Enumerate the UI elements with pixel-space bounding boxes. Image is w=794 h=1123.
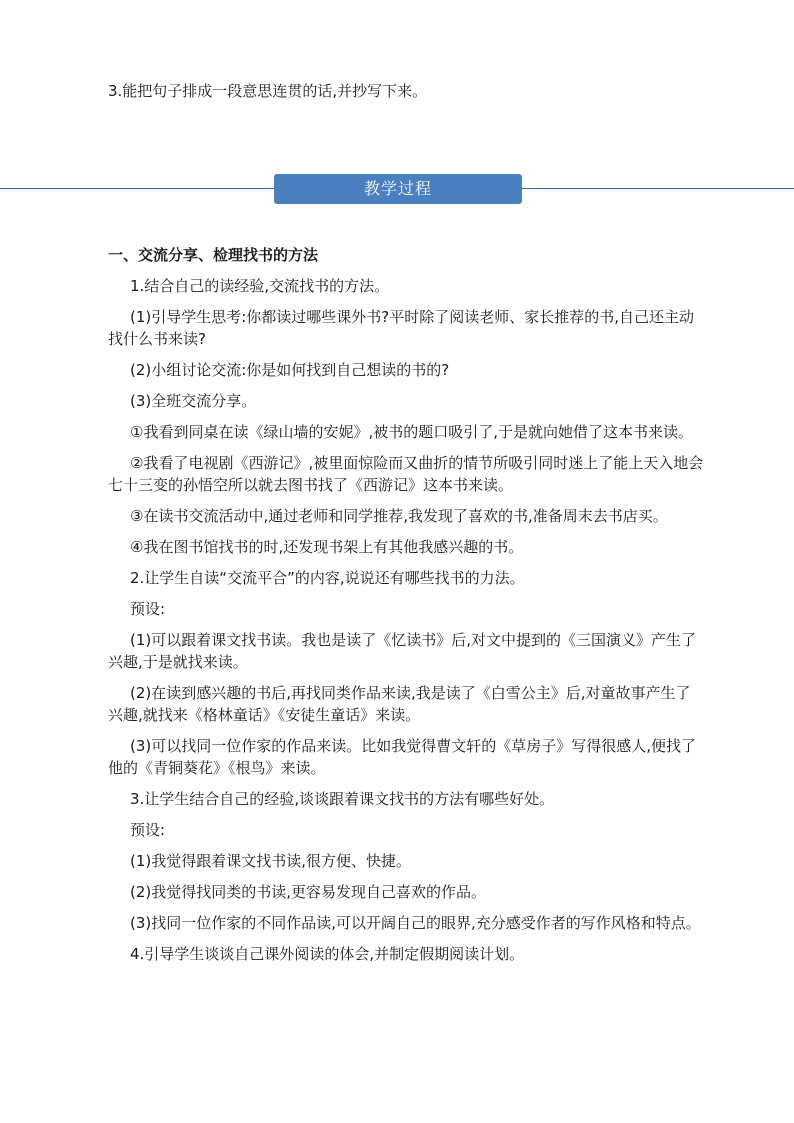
paragraph-line: 七十三变的孙悟空所以就去图书找了《西游记》这本书来读。	[108, 476, 514, 494]
paragraph	[108, 629, 720, 673]
paragraph-line: ②我看了电视剧《西游记》,被里面惊险而又曲折的情节所吸引同时迷上了能上天入地会	[130, 454, 704, 472]
paragraph-line: (1)引导学生思考:你都读过哪些课外书?平时除了阅读老师、家长推荐的书,自己还主动	[130, 308, 695, 326]
paragraph: ③在读书交流活动中,通过老师和同学推荐,我发现了喜欢的书,准备周末去书店买。	[130, 507, 668, 525]
paragraph-line: 找什么书来读?	[108, 330, 206, 348]
paragraph: (3)找同一位作家的不同作品读,可以开阔自己的眼界,充分感受作者的写作风格和特点。	[130, 914, 701, 932]
paragraph: ④我在图书馆找书的时,还发现书架上有其他我感兴趣的书。	[130, 538, 524, 556]
objective-line-3: 3.能把句子排成一段意思连贯的话,并抄写下来。	[108, 82, 428, 100]
paragraph-line: (3)可以找同一位作家的作品来读。比如我觉得曹文轩的《草房子》写得很感人,便找了	[130, 737, 697, 755]
paragraph: 预设:	[130, 600, 166, 618]
paragraph-line: (1)可以跟着课文找书读。我也是读了《忆读书》后,对文中提到的《三国演义》产生了	[130, 631, 697, 649]
paragraph	[108, 735, 720, 779]
paragraph: 1.结合自己的读经验,交流找书的方法。	[130, 277, 390, 295]
paragraph-line: 他的《青铜葵花》《根鸟》来读。	[108, 759, 326, 777]
section-title: 教学过程	[274, 174, 522, 204]
paragraph-line: 兴趣,就找来《格林童话》《安徒生童话》来读。	[108, 706, 421, 724]
paragraph: 4.引导学生谈谈自己课外阅读的体会,并制定假期阅读计划。	[130, 945, 525, 963]
section-banner	[0, 174, 794, 204]
paragraph	[108, 452, 720, 496]
section-heading: 一、交流分享、检理找书的方法	[108, 246, 319, 264]
paragraph	[108, 306, 720, 350]
paragraph: (2)我觉得找同类的书读,更容易发现自己喜欢的作品。	[130, 883, 487, 901]
banner-rule-right	[522, 188, 794, 189]
paragraph: (2)小组讨论交流:你是如何找到自己想读的书的?	[130, 361, 450, 379]
paragraph-line: (2)在读到感兴趣的书后,再找同类作品来读,我是读了《白雪公主》后,对童故事产生了	[130, 684, 691, 702]
paragraph: ①我看到同桌在读《绿山墙的安妮》,被书的题口吸引了,于是就向她借了这本书来读。	[130, 423, 693, 441]
paragraph: 2.让学生自读“交流平合”的内容,说说还有哪些找书的力法。	[130, 569, 525, 587]
paragraph	[108, 682, 720, 726]
paragraph: 预设:	[130, 821, 166, 839]
paragraph: 3.让学生结合自己的经验,谈谈跟着课文找书的方法有哪些好处。	[130, 790, 555, 808]
paragraph: (3)全班交流分享。	[130, 392, 257, 410]
lesson-content	[108, 244, 720, 974]
banner-rule-left	[0, 188, 274, 189]
paragraph-line: 兴趣,于是就找来读。	[108, 653, 248, 671]
paragraph: (1)我觉得跟着课文找书读,很方便、快捷。	[130, 852, 412, 870]
